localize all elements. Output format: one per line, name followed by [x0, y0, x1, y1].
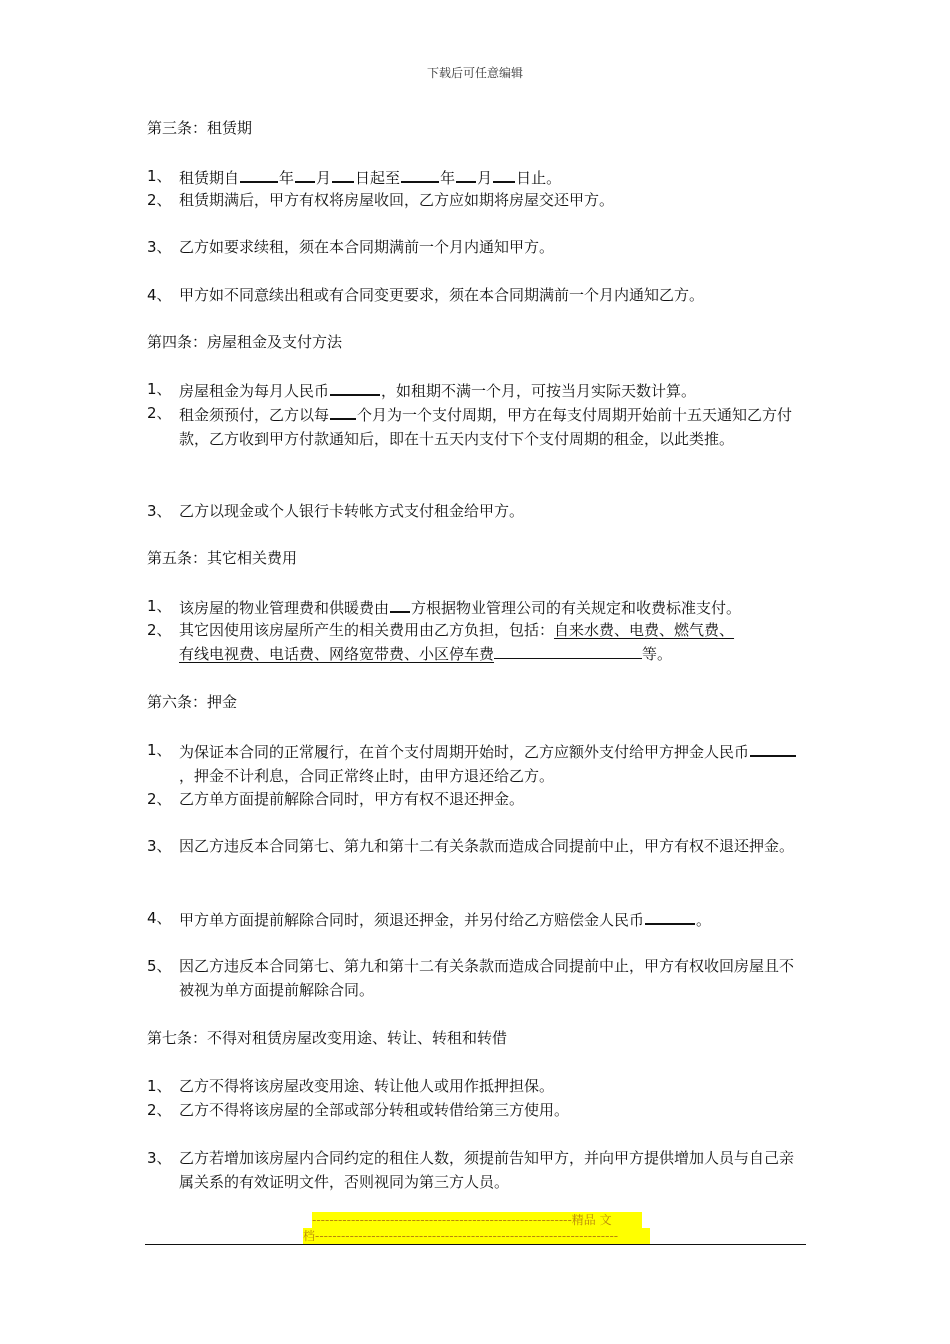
footer-watermark-line-2: 档----------------------------------------------------------------------	[303, 1228, 650, 1244]
clause-7-3	[147, 1146, 807, 1194]
clause-3-2	[147, 188, 807, 212]
clause-number: 1、	[147, 380, 172, 398]
clause-5-2	[147, 618, 807, 666]
clause-number: 1、	[147, 1077, 172, 1095]
clause-7-2	[147, 1098, 807, 1122]
clause-number: 2、	[147, 621, 172, 639]
clause-number: 2、	[147, 790, 172, 808]
clause-text: 乙方如要求续租，须在本合同期满前一个月内通知甲方。	[179, 238, 555, 256]
clause-number: 4、	[147, 909, 172, 927]
clause-number: 2、	[147, 191, 172, 209]
blank-field	[401, 164, 439, 183]
section-heading-3: 第三条：租赁期	[147, 119, 253, 137]
clause-text: 乙方若增加该房屋内合同约定的租住人数，须提前告知甲方，并向甲方提供增加人员与自己亲属关系的有效证明文件，否则视同为第三方人员。	[179, 1149, 795, 1191]
blank-field	[330, 377, 380, 396]
blank-field	[295, 164, 315, 183]
blank-field	[390, 594, 410, 613]
clause-4-1	[147, 377, 807, 403]
clause-6-2	[147, 787, 807, 811]
clause-number: 5、	[147, 957, 172, 975]
clause-3-4	[147, 283, 807, 307]
clause-3-1	[147, 164, 807, 190]
underlined-fees: 有线电视费、电话费、网络宽带费、小区停车费	[179, 645, 495, 663]
clause-text: 甲方单方面提前解除合同时，须退还押金，并另付给乙方赔偿金人民币 。	[179, 906, 807, 932]
fill-line	[494, 642, 642, 659]
clause-6-1	[147, 738, 807, 788]
clause-text: 乙方不得将该房屋的全部或部分转租或转借给第三方使用。	[179, 1101, 570, 1119]
clause-number: 3、	[147, 837, 172, 855]
footer-divider	[145, 1244, 806, 1245]
clause-number: 1、	[147, 741, 172, 759]
clause-text: 该房屋的物业管理费和供暖费由 方根据物业管理公司的有关规定和收费标准支付。	[179, 594, 807, 620]
clause-4-3	[147, 499, 807, 523]
clause-4-2	[147, 401, 807, 451]
underlined-fees: 自来水费、电费、燃气费、	[554, 621, 735, 639]
clause-text: 乙方以现金或个人银行卡转帐方式支付租金给甲方。	[179, 502, 525, 520]
clause-text: 租赁期满后，甲方有权将房屋收回，乙方应如期将房屋交还甲方。	[179, 191, 615, 209]
clause-number: 3、	[147, 238, 172, 256]
section-heading-5: 第五条：其它相关费用	[147, 549, 298, 567]
clause-number: 1、	[147, 597, 172, 615]
page-header: 下载后可任意编辑	[426, 66, 523, 80]
clause-3-3	[147, 235, 807, 259]
section-heading-7: 第七条：不得对租赁房屋改变用途、转让、转租和转借	[147, 1029, 508, 1047]
section-heading-4: 第四条：房屋租金及支付方法	[147, 333, 343, 351]
clause-7-1	[147, 1074, 807, 1098]
clause-6-3	[147, 834, 807, 858]
blank-field	[330, 401, 356, 420]
clause-number: 2、	[147, 1101, 172, 1119]
clause-text: 乙方不得将该房屋改变用途、转让他人或用作抵押担保。	[179, 1077, 555, 1095]
clause-number: 3、	[147, 502, 172, 520]
blank-field	[645, 906, 695, 925]
clause-text: 为保证本合同的正常履行，在首个支付周期开始时，乙方应额外支付给甲方押金人民币，押金不计利息，合同正常终止时，由甲方退还给乙方。	[179, 738, 807, 788]
clause-text: 甲方如不同意续出租或有合同变更要求，须在本合同期满前一个月内通知乙方。	[179, 286, 705, 304]
blank-field	[332, 164, 354, 183]
clause-text: 乙方单方面提前解除合同时，甲方有权不退还押金。	[179, 790, 525, 808]
clause-text: 因乙方违反本合同第七、第九和第十二有关条款而造成合同提前中止，甲方有权收回房屋且不被视为单方面提前解除合同。	[179, 957, 795, 999]
footer-watermark-line-1: ------------------------------------------------------------精品 文	[312, 1212, 642, 1228]
clause-number: 1、	[147, 167, 172, 185]
section-heading-6: 第六条：押金	[147, 693, 238, 711]
clause-text: 其它因使用该房屋所产生的相关费用由乙方负担，包括：自来水费、电费、燃气费、 有线电视费、电话费、网络宽带费、小区停车费 等。	[179, 621, 735, 663]
clause-5-1	[147, 594, 807, 620]
clause-6-5	[147, 954, 807, 1002]
blank-field	[240, 164, 278, 183]
clause-number: 4、	[147, 286, 172, 304]
clause-6-4	[147, 906, 807, 932]
blank-field	[493, 164, 515, 183]
clause-text: 房屋租金为每月人民币 ，如租期不满一个月，可按当月实际天数计算。	[179, 377, 807, 403]
clause-text: 租金须预付，乙方以每 个月为一个支付周期，甲方在每支付周期开始前十五天通知乙方付款，乙方收到甲方付款通知后，即在十五天内支付下个支付周期的租金，以此类推。	[179, 401, 807, 451]
clause-text: 租赁期自 年 月 日起至 年 月 日止。	[179, 164, 807, 190]
clause-text: 因乙方违反本合同第七、第九和第十二有关条款而造成合同提前中止，甲方有权不退还押金。	[179, 837, 795, 855]
blank-field	[750, 738, 796, 757]
clause-number: 3、	[147, 1149, 172, 1167]
blank-field	[456, 164, 476, 183]
clause-number: 2、	[147, 404, 172, 422]
